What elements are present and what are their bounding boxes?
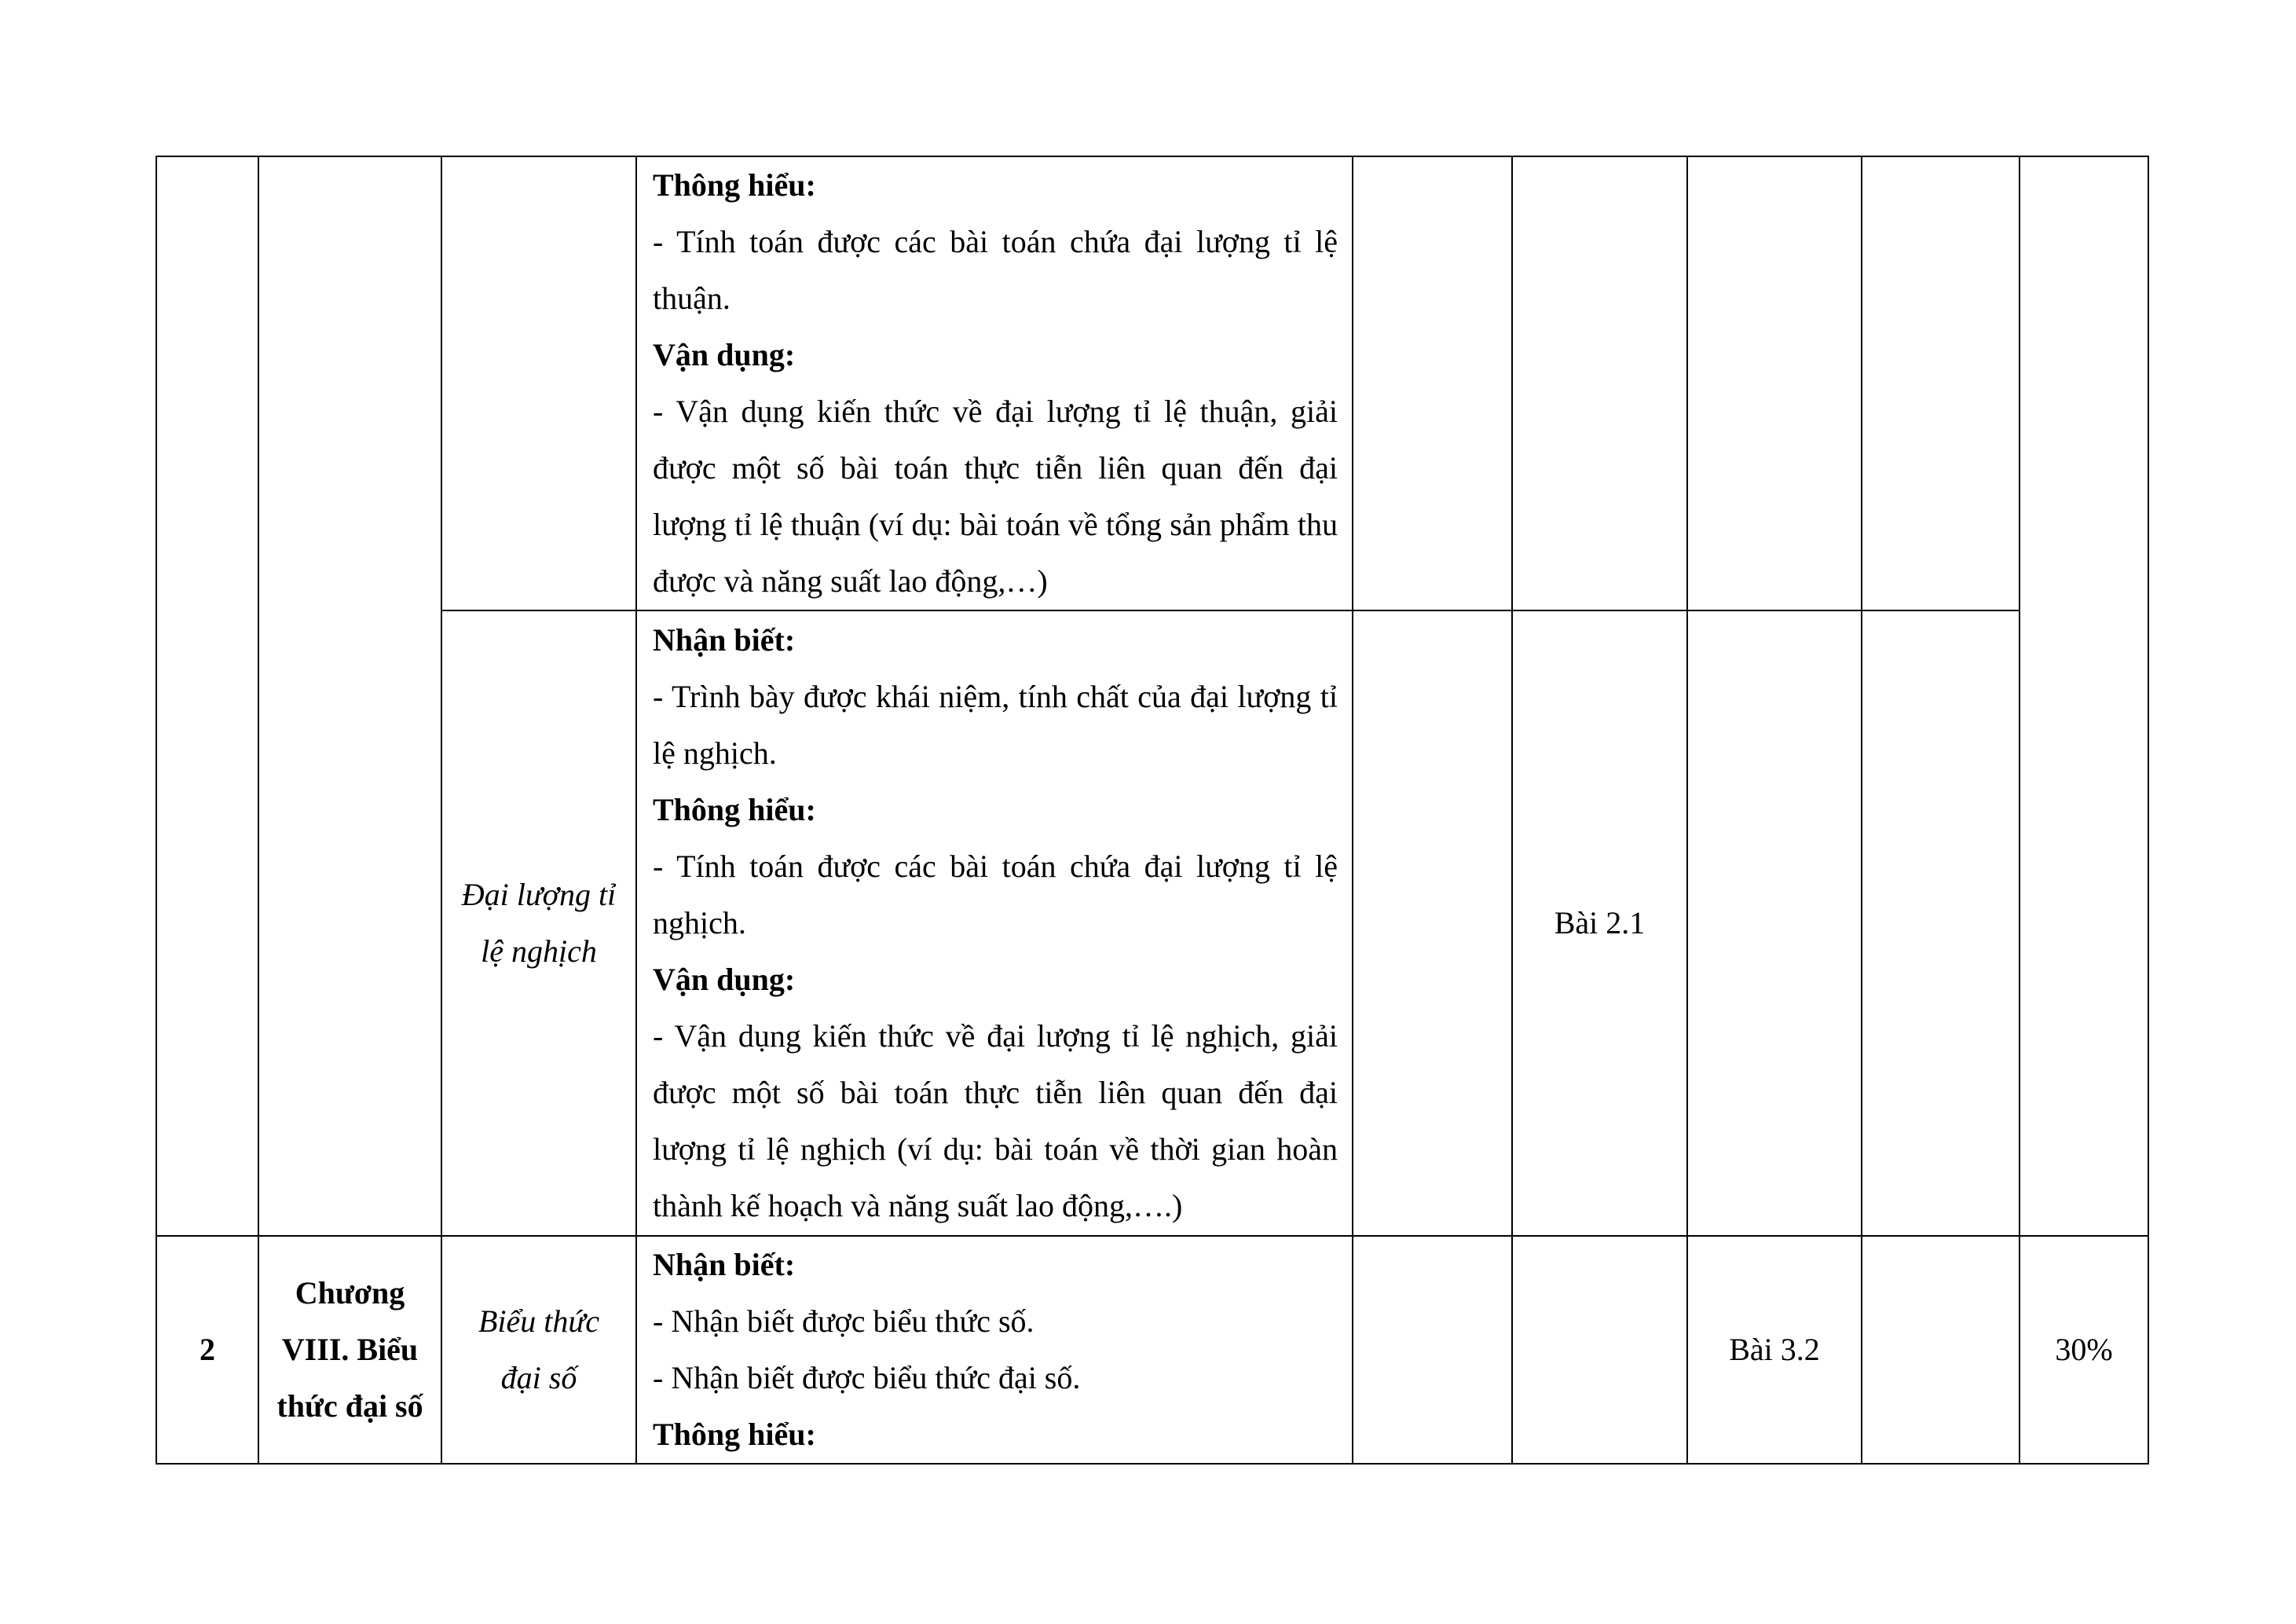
level-heading: Nhận biết: <box>653 1247 796 1282</box>
question-count-vd-cell <box>1687 156 1862 610</box>
requirement-text: - Nhận biết được biểu thức số. <box>653 1303 1034 1339</box>
question-count-nb-cell <box>1353 1236 1512 1464</box>
stt-cell <box>156 156 258 1236</box>
table-row <box>156 156 2148 610</box>
chapter-cell <box>258 1236 441 1464</box>
topic-cell <box>441 610 636 1236</box>
stt-cell: 2 <box>156 1236 258 1464</box>
requirement-text: - Tính toán được các bài toán chứa đại lượng tỉ lệ nghịch. <box>653 849 1338 940</box>
topic-text: Đại lượng tỉ <box>461 877 617 912</box>
level-heading: Vận dụng: <box>653 962 796 997</box>
requirement-text: - Tính toán được các bài toán chứa đại lượng tỉ lệ thuận. <box>653 224 1338 316</box>
topic-cell <box>441 1236 636 1464</box>
question-count-th-cell <box>1512 156 1687 610</box>
question-count-vdc-cell <box>1862 156 2020 610</box>
topic-cell <box>441 156 636 610</box>
requirement-text: - Vận dụng kiến thức về đại lượng tỉ lệ nghịch, giải được một số bài toán thực tiễn liên quan đến đại lượng tỉ lệ nghịch (ví dụ: bài toán về thời gian hoàn thành kế hoạch và năng suất lao động,….) <box>653 1018 1338 1223</box>
assessment-matrix-table <box>156 156 2149 1465</box>
level-heading: Thông hiểu: <box>653 1417 816 1452</box>
requirements-cell <box>636 1236 1353 1464</box>
question-count-vdc-cell <box>1862 610 2020 1236</box>
level-heading: Nhận biết: <box>653 622 796 658</box>
question-count-th-cell <box>1512 1236 1687 1464</box>
chapter-text: VIII. Biểu <box>281 1332 419 1367</box>
percent-cell: 30% <box>2020 1236 2148 1464</box>
level-heading: Thông hiểu: <box>653 167 816 203</box>
topic-text: Biểu thức <box>478 1303 599 1339</box>
question-count-th-cell: Bài 2.1 <box>1512 610 1687 1236</box>
table-row <box>156 610 2148 1236</box>
level-heading: Thông hiểu: <box>653 792 816 827</box>
question-count-vdc-cell <box>1862 1236 2020 1464</box>
question-count-vd-cell: Bài 3.2 <box>1687 1236 1862 1464</box>
chapter-text: thức đại số <box>276 1388 423 1424</box>
topic-text: lệ nghịch <box>481 933 597 969</box>
requirement-text: - Trình bày được khái niệm, tính chất của đại lượng tỉ lệ nghịch. <box>653 679 1338 771</box>
requirement-text: - Vận dụng kiến thức về đại lượng tỉ lệ thuận, giải được một số bài toán thực tiễn liên quan đến đại lượng tỉ lệ thuận (ví dụ: bài toán về tổng sản phẩm thu được và năng suất lao động,…) <box>653 394 1338 599</box>
question-count-nb-cell <box>1353 610 1512 1236</box>
level-heading: Vận dụng: <box>653 337 796 372</box>
table-row <box>156 1236 2148 1464</box>
chapter-text: Chương <box>295 1275 405 1311</box>
requirements-cell <box>636 156 1353 610</box>
requirements-cell <box>636 610 1353 1236</box>
percent-cell <box>2020 156 2148 1236</box>
chapter-cell <box>258 156 441 1236</box>
question-count-vd-cell <box>1687 610 1862 1236</box>
question-count-nb-cell <box>1353 156 1512 610</box>
requirement-text: - Nhận biết được biểu thức đại số. <box>653 1360 1081 1395</box>
topic-text: đại số <box>500 1360 577 1395</box>
